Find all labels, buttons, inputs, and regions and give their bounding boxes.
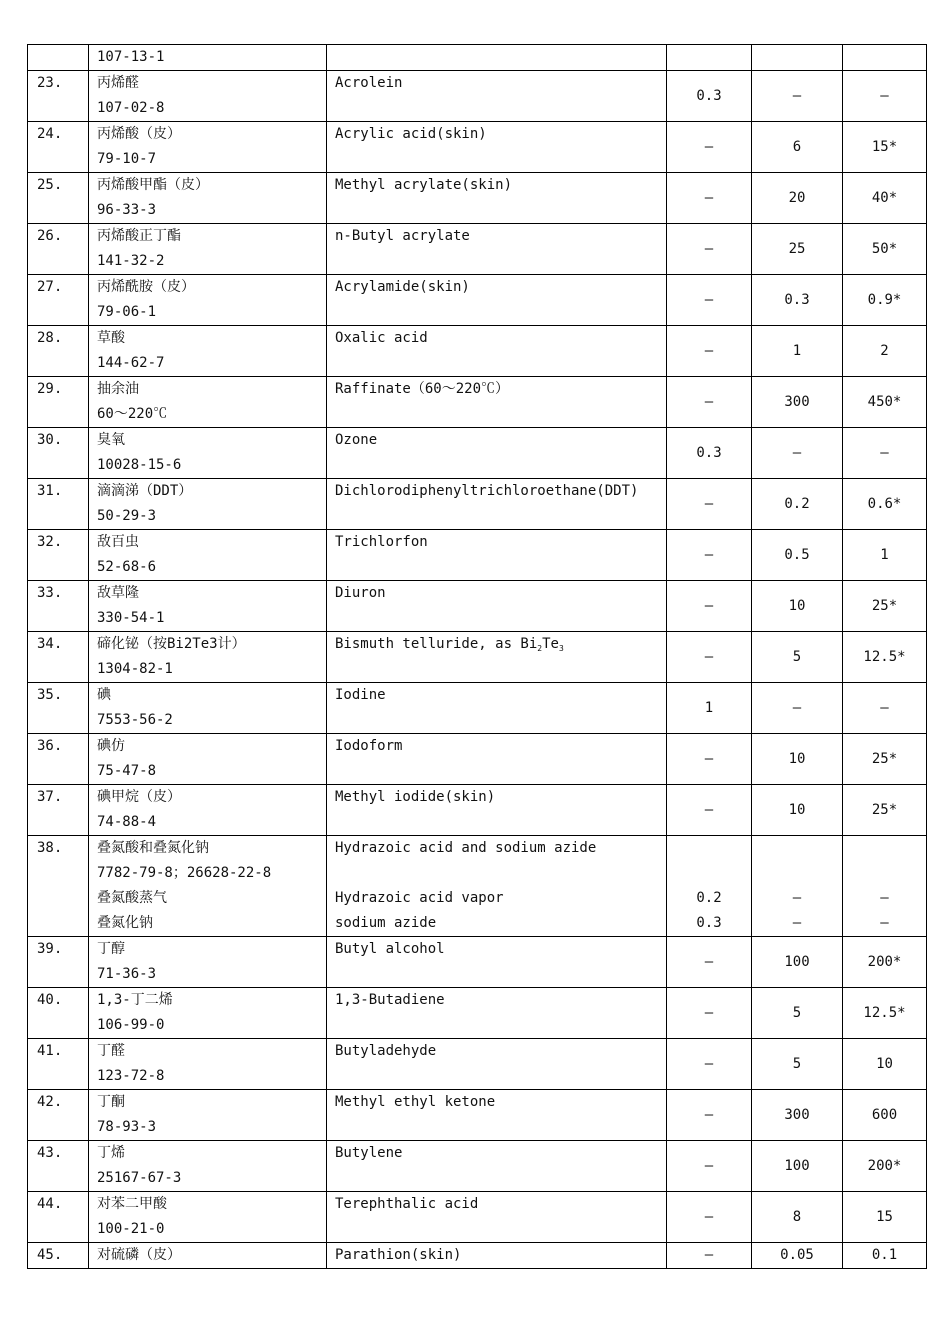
- chemical-name-en-cell: [327, 479, 667, 530]
- row-number: 24.: [28, 122, 89, 173]
- table-row: [28, 581, 927, 632]
- table-row: [28, 836, 927, 937]
- value-twa: 0.2: [752, 479, 843, 530]
- value-twa: 20: [752, 173, 843, 224]
- chemical-name-cell: [89, 632, 327, 683]
- chemical-name-cn: 臭氧: [97, 432, 125, 448]
- value-mac: —: [667, 785, 752, 836]
- sub-chemical-name-en: Hydrazoic acid vapor: [335, 890, 504, 906]
- chemical-name-en-cell: [327, 632, 667, 683]
- value-mac: —: [667, 1192, 752, 1243]
- value-twa: 25: [752, 224, 843, 275]
- cas-number: 107-13-1: [97, 49, 165, 65]
- chemical-name-cn: 丁烯: [97, 1145, 125, 1161]
- sub-chemical-name-cn: 叠氮化钠: [97, 915, 153, 931]
- value-mac: —: [667, 1090, 752, 1141]
- table-row: [28, 1243, 927, 1269]
- chemical-name-cn: 丁醛: [97, 1043, 125, 1059]
- chemical-name-en: 1,3-Butadiene: [335, 992, 445, 1008]
- chemical-name-en: Methyl ethyl ketone: [335, 1094, 496, 1110]
- chemical-name-en-cell: [327, 836, 667, 937]
- chemical-name-en-cell: [327, 326, 667, 377]
- sub-chemical-name-en: sodium azide: [335, 915, 437, 931]
- value-mac: —: [667, 479, 752, 530]
- chemical-name-cell: [89, 734, 327, 785]
- value-twa: 8: [752, 1192, 843, 1243]
- chemical-name-en-cell: [327, 1141, 667, 1192]
- chemical-name-en-cell: [327, 1090, 667, 1141]
- value-mac: —: [667, 326, 752, 377]
- chemical-name-en-cell: [327, 428, 667, 479]
- value-stel: 12.5*: [843, 988, 927, 1039]
- value-twa: [752, 836, 843, 937]
- chemical-name-cn: 叠氮酸和叠氮化钠: [97, 840, 209, 856]
- value-mac: 0.3: [667, 428, 752, 479]
- chemical-name-en: Acrylamide(skin): [335, 279, 470, 295]
- chemical-name-en-cell: [327, 173, 667, 224]
- value-stel: —: [843, 428, 927, 479]
- row-number: 28.: [28, 326, 89, 377]
- table-row: [28, 479, 927, 530]
- value-mac: —: [667, 988, 752, 1039]
- chemical-name-cell: [89, 1243, 327, 1269]
- table-row: [28, 937, 927, 988]
- chemical-name-cell: [89, 530, 327, 581]
- value-mac: [667, 836, 752, 937]
- value-mac: 0.3: [667, 71, 752, 122]
- value-twa: 10: [752, 734, 843, 785]
- sub-value-twa: —: [792, 890, 802, 906]
- cas-number: 107-02-8: [97, 100, 165, 116]
- value-twa: —: [752, 71, 843, 122]
- value-stel: 10: [843, 1039, 927, 1090]
- value-stel: [843, 45, 927, 71]
- value-twa: 10: [752, 785, 843, 836]
- chemical-name-en-cell: [327, 581, 667, 632]
- spacer: [843, 861, 926, 886]
- value-mac: —: [667, 1243, 752, 1269]
- chemical-name-en: Dichlorodiphenyltrichloroethane(DDT): [335, 483, 639, 499]
- row-number: 42.: [28, 1090, 89, 1141]
- table-row: [28, 785, 927, 836]
- chemical-name-cell: [89, 326, 327, 377]
- chemical-name-cell: [89, 836, 327, 937]
- chemical-name-en: Iodoform: [335, 738, 403, 754]
- value-stel: 0.9*: [843, 275, 927, 326]
- row-number: 40.: [28, 988, 89, 1039]
- table-row: [28, 428, 927, 479]
- value-mac: —: [667, 632, 752, 683]
- row-number: 43.: [28, 1141, 89, 1192]
- chemical-name-cell: [89, 1039, 327, 1090]
- row-number: 35.: [28, 683, 89, 734]
- chemical-name-en-text: Bismuth telluride, as Bi: [335, 636, 538, 652]
- cas-number: 79-06-1: [97, 304, 157, 320]
- chemical-name-cn: 碲化铋（按Bi2Te3计）: [97, 636, 246, 652]
- chemical-name-en: Butyl alcohol: [335, 941, 445, 957]
- spacer: [843, 836, 926, 861]
- chemical-name-en: Oxalic acid: [335, 330, 428, 346]
- chemical-name-cell: [89, 1192, 327, 1243]
- value-twa: 100: [752, 1141, 843, 1192]
- sub-value-stel: —: [880, 915, 889, 931]
- chemical-name-cell: [89, 1090, 327, 1141]
- value-mac: —: [667, 1141, 752, 1192]
- chemical-name-cn: 对苯二甲酸: [97, 1196, 167, 1212]
- chemical-name-cn: 敌草隆: [97, 585, 139, 601]
- value-twa: 5: [752, 1039, 843, 1090]
- value-twa: 300: [752, 377, 843, 428]
- row-number: 33.: [28, 581, 89, 632]
- table-row: [28, 224, 927, 275]
- chemical-name-en-cell: [327, 377, 667, 428]
- chemical-name-en: Diuron: [335, 585, 386, 601]
- exposure-limits-table: [27, 44, 927, 1269]
- value-mac: —: [667, 581, 752, 632]
- chemical-name-en-cell: [327, 224, 667, 275]
- chemical-name-en: Terephthalic acid: [335, 1196, 479, 1212]
- table-row: [28, 275, 927, 326]
- value-mac: —: [667, 173, 752, 224]
- subscript: 2: [537, 644, 543, 653]
- chemical-name-en: Methyl acrylate(skin): [335, 177, 513, 193]
- row-number: 30.: [28, 428, 89, 479]
- chemical-name-cell: [89, 275, 327, 326]
- value-stel: 1: [843, 530, 927, 581]
- chemical-name-cell: [89, 71, 327, 122]
- value-mac: —: [667, 275, 752, 326]
- table-row: [28, 377, 927, 428]
- row-number: 39.: [28, 937, 89, 988]
- cas-number: 74-88-4: [97, 814, 157, 830]
- chemical-name-en: Hydrazoic acid and sodium azide: [335, 840, 597, 856]
- value-stel: 40*: [843, 173, 927, 224]
- spacer: [335, 861, 666, 886]
- chemical-name-cn: 对硫磷（皮）: [97, 1247, 181, 1263]
- cas-number: 25167-67-3: [97, 1170, 182, 1186]
- value-stel: 25*: [843, 581, 927, 632]
- value-stel: 0.1: [843, 1243, 927, 1269]
- chemical-name-cell: [89, 224, 327, 275]
- table-row: [28, 1090, 927, 1141]
- chemical-name-en-cell: [327, 122, 667, 173]
- table-row: [28, 988, 927, 1039]
- value-mac: 1: [667, 683, 752, 734]
- cas-number: 75-47-8: [97, 763, 157, 779]
- row-number: 37.: [28, 785, 89, 836]
- chemical-name-en-cell: [327, 45, 667, 71]
- value-stel: 600: [843, 1090, 927, 1141]
- value-stel: 0.6*: [843, 479, 927, 530]
- value-mac: —: [667, 530, 752, 581]
- value-twa: [752, 45, 843, 71]
- row-number: 29.: [28, 377, 89, 428]
- spacer: [752, 836, 842, 861]
- row-number: 27.: [28, 275, 89, 326]
- chemical-name-en-cell: [327, 1039, 667, 1090]
- sub-value-twa: —: [792, 915, 802, 931]
- chemical-name-en-cell: [327, 1243, 667, 1269]
- chemical-name-en: n-Butyl acrylate: [335, 228, 470, 244]
- chemical-name-cell: [89, 428, 327, 479]
- cas-number: 96-33-3: [97, 202, 157, 218]
- chemical-name-en-cell: [327, 1192, 667, 1243]
- chemical-name-en-cell: [327, 683, 667, 734]
- chemical-name-en-cell: [327, 71, 667, 122]
- cas-number: 71-36-3: [97, 966, 157, 982]
- chemical-name-cn: 丙烯酰胺（皮）: [97, 279, 195, 295]
- value-mac: —: [667, 734, 752, 785]
- value-twa: 0.05: [752, 1243, 843, 1269]
- value-twa: 5: [752, 632, 843, 683]
- sub-value-mac: 0.3: [696, 915, 722, 931]
- value-mac: —: [667, 937, 752, 988]
- value-stel: 2: [843, 326, 927, 377]
- row-number: 23.: [28, 71, 89, 122]
- cas-number: 52-68-6: [97, 559, 157, 575]
- subscript: 3: [558, 644, 564, 653]
- value-twa: 300: [752, 1090, 843, 1141]
- row-number: 44.: [28, 1192, 89, 1243]
- spacer: [752, 861, 842, 886]
- value-mac: —: [667, 122, 752, 173]
- cas-number: 7553-56-2: [97, 712, 173, 728]
- chemical-name-en: Raffinate（60～220℃）: [335, 381, 510, 397]
- row-number: 25.: [28, 173, 89, 224]
- chemical-name-cn: 碘: [97, 687, 111, 703]
- chemical-name-cn: 碘甲烷（皮）: [97, 789, 181, 805]
- value-stel: 15: [843, 1192, 927, 1243]
- value-stel: 12.5*: [843, 632, 927, 683]
- row-number: 31.: [28, 479, 89, 530]
- chemical-name-en: Methyl iodide(skin): [335, 789, 496, 805]
- chemical-name-cn: 丙烯酸甲酯（皮）: [97, 177, 209, 193]
- chemical-name-en-cell: [327, 275, 667, 326]
- value-twa: 10: [752, 581, 843, 632]
- chemical-name-en: Acrolein: [335, 75, 403, 91]
- chemical-name-cn: 滴滴涕（DDT）: [97, 483, 193, 499]
- value-stel: 15*: [843, 122, 927, 173]
- cas-number: 144-62-7: [97, 355, 165, 371]
- cas-number: 123-72-8: [97, 1068, 165, 1084]
- chemical-name-en: Parathion(skin): [335, 1247, 462, 1263]
- table-row: [28, 632, 927, 683]
- value-stel: 200*: [843, 1141, 927, 1192]
- chemical-name-cn: 抽余油: [97, 381, 139, 397]
- table-row: [28, 530, 927, 581]
- row-number: 34.: [28, 632, 89, 683]
- value-twa: —: [752, 683, 843, 734]
- table-row: [28, 1039, 927, 1090]
- row-number: 36.: [28, 734, 89, 785]
- value-stel: 25*: [843, 734, 927, 785]
- cas-number: 141-32-2: [97, 253, 165, 269]
- chemical-name-cell: [89, 173, 327, 224]
- cas-number: 50-29-3: [97, 508, 157, 524]
- chemical-name-cell: [89, 988, 327, 1039]
- value-twa: 5: [752, 988, 843, 1039]
- chemical-name-cn: 丙烯醛: [97, 75, 139, 91]
- chemical-name-cell: [89, 683, 327, 734]
- chemical-name-en: Iodine: [335, 687, 386, 703]
- table-row: [28, 326, 927, 377]
- chemical-name-en-cell: [327, 937, 667, 988]
- chemical-name-cn: 敌百虫: [97, 534, 139, 550]
- table-row: [28, 1141, 927, 1192]
- cas-number: 106-99-0: [97, 1017, 165, 1033]
- sub-value-mac: 0.2: [696, 890, 722, 906]
- cas-number: 79-10-7: [97, 151, 157, 167]
- table-row: [28, 122, 927, 173]
- value-stel: 25*: [843, 785, 927, 836]
- chemical-name-cell: [89, 122, 327, 173]
- chemical-name-cn: 草酸: [97, 330, 125, 346]
- value-stel: 200*: [843, 937, 927, 988]
- row-number: 26.: [28, 224, 89, 275]
- value-stel: [843, 836, 927, 937]
- chemical-name-cn: 丁醇: [97, 941, 125, 957]
- value-twa: 0.3: [752, 275, 843, 326]
- chemical-name-cn: 1,3-丁二烯: [97, 992, 173, 1008]
- chemical-name-en-cell: [327, 785, 667, 836]
- cas-number: 78-93-3: [97, 1119, 157, 1135]
- sub-chemical-name-cn: 叠氮酸蒸气: [97, 890, 167, 906]
- table-row: [28, 173, 927, 224]
- table-body: [28, 45, 927, 1269]
- chemical-name-cn: 丁酮: [97, 1094, 125, 1110]
- value-stel: 450*: [843, 377, 927, 428]
- chemical-name-cn: 丙烯酸正丁酯: [97, 228, 181, 244]
- value-mac: —: [667, 224, 752, 275]
- value-stel: —: [843, 683, 927, 734]
- value-twa: 100: [752, 937, 843, 988]
- chemical-name-cell: [89, 479, 327, 530]
- cas-number: 10028-15-6: [97, 457, 182, 473]
- chemical-name-cell: [89, 937, 327, 988]
- cas-number: 100-21-0: [97, 1221, 165, 1237]
- chemical-name-en-text: Te: [542, 636, 559, 652]
- chemical-name-en: Acrylic acid(skin): [335, 126, 487, 142]
- table-row: [28, 71, 927, 122]
- chemical-name-en: Ozone: [335, 432, 378, 448]
- row-number: 45.: [28, 1243, 89, 1269]
- value-mac: —: [667, 1039, 752, 1090]
- value-stel: —: [843, 71, 927, 122]
- table-row: [28, 1192, 927, 1243]
- cas-number: 60～220℃: [97, 406, 168, 422]
- chemical-name-cell: [89, 785, 327, 836]
- cas-number: 1304-82-1: [97, 661, 173, 677]
- row-number: 38.: [28, 836, 89, 937]
- chemical-name-en-cell: [327, 988, 667, 1039]
- row-number: [28, 45, 89, 71]
- chemical-name-cell: [89, 45, 327, 71]
- chemical-name-en: [335, 632, 666, 661]
- chemical-name-cell: [89, 1141, 327, 1192]
- table-row: [28, 45, 927, 71]
- row-number: 32.: [28, 530, 89, 581]
- chemical-name-en: Butyladehyde: [335, 1043, 437, 1059]
- row-number: 41.: [28, 1039, 89, 1090]
- value-mac: [667, 45, 752, 71]
- chemical-name-cn: 丙烯酸（皮）: [97, 126, 181, 142]
- table-row: [28, 683, 927, 734]
- value-twa: 1: [752, 326, 843, 377]
- chemical-name-cell: [89, 581, 327, 632]
- spacer: [667, 861, 751, 886]
- chemical-name-en-cell: [327, 734, 667, 785]
- table-row: [28, 734, 927, 785]
- chemical-name-en: Butylene: [335, 1145, 403, 1161]
- chemical-name-cn: 碘仿: [97, 738, 125, 754]
- cas-number: 330-54-1: [97, 610, 165, 626]
- chemical-name-cell: [89, 377, 327, 428]
- chemical-name-en: Trichlorfon: [335, 534, 428, 550]
- cas-number: 7782-79-8；26628-22-8: [97, 865, 272, 881]
- sub-value-stel: —: [880, 890, 889, 906]
- chemical-name-en-cell: [327, 530, 667, 581]
- value-mac: —: [667, 377, 752, 428]
- spacer: [667, 836, 751, 861]
- value-twa: —: [752, 428, 843, 479]
- value-stel: 50*: [843, 224, 927, 275]
- value-twa: 0.5: [752, 530, 843, 581]
- value-twa: 6: [752, 122, 843, 173]
